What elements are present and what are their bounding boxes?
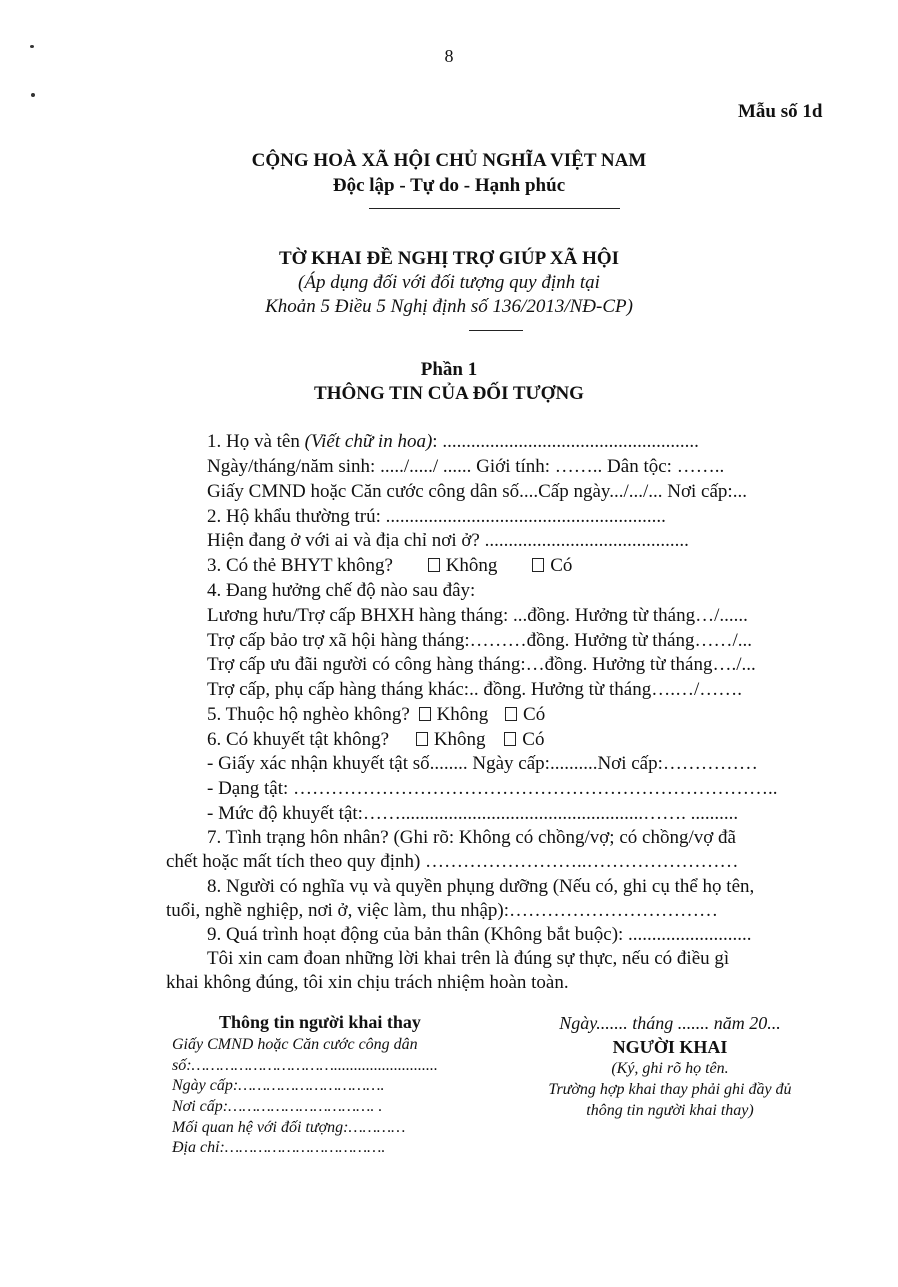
scan-speck [31, 93, 35, 97]
health-insurance-label: 3. Có thẻ BHYT không? [207, 555, 393, 576]
disability-question [207, 729, 544, 751]
id-card-field[interactable]: Giấy CMND hoặc Căn cước công dân số....Cấp ngày.../.../... Nơi cấp:... [207, 481, 747, 502]
motto: Độc lập - Tự do - Hạnh phúc [332, 175, 566, 196]
checkbox-yes[interactable] [504, 732, 516, 746]
part-label: Phần 1 [420, 359, 478, 380]
form-code: Mẫu số 1d [738, 101, 823, 122]
disability-level-field[interactable]: - Mức độ khuyết tật:……...................................................……. .......... [207, 803, 739, 824]
country-header: CỘNG HOÀ XÃ HỘI CHỦ NGHĨA VIỆT NAM [251, 150, 647, 171]
substitute-id-field[interactable]: số:………………………….......................... [172, 1057, 438, 1074]
form-title: TỜ KHAI ĐỀ NGHỊ TRỢ GIÚP XÃ HỘI [278, 248, 620, 269]
caregiver-field: 8. Người có nghĩa vụ và quyền phụng dưỡng (Nếu có, ghi cụ thể họ tên, [207, 876, 755, 897]
signature-title: NGƯỜI KHAI [612, 1037, 728, 1057]
current-residence-field[interactable]: Hiện đang ở với ai và địa chỉ nơi ở? ........................................... [207, 530, 689, 551]
option-yes-label: Có [523, 704, 546, 725]
signature-note-1: (Ký, ghi rõ họ tên. [611, 1060, 729, 1077]
disability-certificate-field[interactable]: - Giấy xác nhận khuyết tật số........ Ngày cấp:..........Nơi cấp:…………… [207, 753, 758, 774]
declaration-statement-cont: khai không đúng, tôi xin chịu trách nhiệm hoàn toàn. [166, 972, 569, 993]
declaration-statement: Tôi xin cam đoan những lời khai trên là đúng sự thực, nếu có điều gì [207, 948, 730, 969]
motto-underline [369, 208, 620, 209]
substitute-issue-date-field[interactable]: Ngày cấp:…………………………. [172, 1077, 385, 1094]
checkbox-yes[interactable] [532, 558, 544, 572]
benefits-heading: 4. Đang hưởng chế độ nào sau đây: [207, 580, 476, 601]
signature-note-3: thông tin người khai thay) [586, 1102, 754, 1119]
option-yes-label: Có [550, 555, 573, 576]
page-number: 8 [444, 46, 454, 66]
form-subtitle-2: Khoản 5 Điều 5 Nghị định số 136/2013/NĐ-CP) [265, 296, 633, 317]
form-subtitle-1: (Áp dụng đối với đối tượng quy định tại [298, 272, 600, 293]
checkbox-no[interactable] [428, 558, 440, 572]
disability-type-field[interactable]: - Dạng tật: ………………………………………………………………….. [207, 778, 778, 799]
marital-status-field: 7. Tình trạng hôn nhân? (Ghi rõ: Không có chồng/vợ; có chồng/vợ đã [207, 827, 736, 848]
disability-label: 6. Có khuyết tật không? [207, 729, 390, 750]
activity-history-field[interactable]: 9. Quá trình hoạt động của bản thân (Không bắt buộc): .......................... [207, 924, 752, 945]
full-name-dots: : ...................................................... [432, 431, 699, 452]
full-name-field[interactable] [207, 431, 699, 453]
poor-household-question [207, 704, 545, 726]
substitute-id-label: Giấy CMND hoặc Căn cước công dân [172, 1036, 418, 1053]
pension-field[interactable]: Lương hưu/Trợ cấp BHXH hàng tháng: ...đồng. Hưởng từ tháng…/...... [207, 605, 748, 626]
merit-allowance-field[interactable]: Trợ cấp ưu đãi người có công hàng tháng:…đồng. Hưởng từ tháng…./... [207, 654, 756, 675]
poor-household-label: 5. Thuộc hộ nghèo không? [207, 704, 410, 725]
title-divider [469, 330, 523, 331]
signature-note-2: Trường hợp khai thay phải ghi đầy đủ [548, 1081, 792, 1098]
checkbox-yes[interactable] [505, 707, 517, 721]
checkbox-no[interactable] [416, 732, 428, 746]
birth-gender-ethnicity-field[interactable]: Ngày/tháng/năm sinh: ...../...../ ...... Giới tính: …….. Dân tộc: …….. [207, 456, 725, 477]
signature-date[interactable]: Ngày....... tháng ....... năm 20... [559, 1013, 781, 1033]
caregiver-field-cont[interactable]: tuổi, nghề nghiệp, nơi ở, việc làm, thu nhập):…………………………… [166, 900, 719, 921]
option-no-label: Không [445, 555, 498, 576]
social-protection-field[interactable]: Trợ cấp bảo trợ xã hội hàng tháng:………đồng. Hưởng từ tháng……/... [207, 630, 753, 651]
section-heading: THÔNG TIN CỦA ĐỐI TƯỢNG [314, 383, 584, 404]
substitute-address-field[interactable]: Địa chỉ:……………………………. [172, 1139, 386, 1156]
permanent-residence-field[interactable]: 2. Hộ khẩu thường trú: ........................................................... [207, 506, 666, 527]
full-name-label: 1. Họ và tên [207, 431, 305, 452]
full-name-hint: (Viết chữ in hoa) [304, 431, 433, 452]
checkbox-no[interactable] [419, 707, 431, 721]
substitute-issue-place-field[interactable]: Nơi cấp:…………………………. . [172, 1098, 383, 1115]
substitute-relation-field[interactable]: Mối quan hệ với đối tượng:………… [172, 1119, 406, 1136]
health-insurance-question [207, 555, 572, 577]
substitute-heading: Thông tin người khai thay [219, 1012, 421, 1032]
other-allowance-field[interactable]: Trợ cấp, phụ cấp hàng tháng khác:.. đồng. Hưởng từ tháng….…/……. [207, 679, 742, 700]
marital-status-field-cont[interactable]: chết hoặc mất tích theo quy định) ……………………..…………………… [166, 851, 739, 872]
option-yes-label: Có [522, 729, 545, 750]
option-no-label: Không [436, 704, 489, 725]
option-no-label: Không [433, 729, 486, 750]
